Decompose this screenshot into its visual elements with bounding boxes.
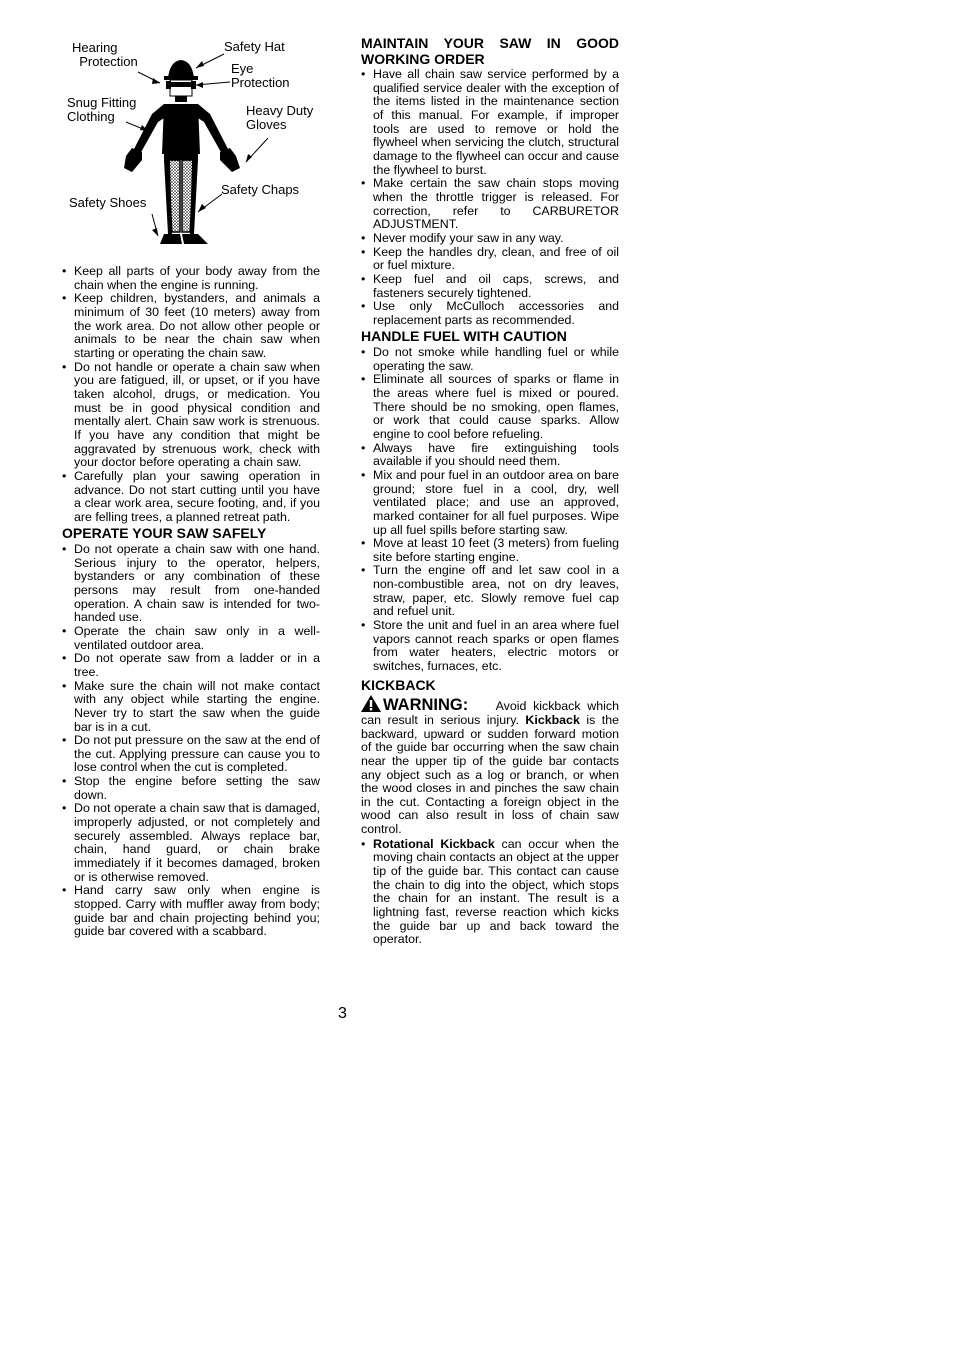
list-item: • Keep fuel and oil caps, screws, and fasteners securely tightened. [361, 273, 619, 300]
list-item [361, 838, 619, 947]
warning-label: WARNING: [383, 696, 469, 715]
rotational-kickback-text: can occur when the moving chain contacts an object at the upper tip of the guide bar. This contact can cause the chain to dig into the object, which stops the chain for an instant. The result is a lightning fast, reverse reaction which kicks the guide bar up and back toward the operator. [373, 836, 619, 947]
warning-term-kickback: Kickback [525, 712, 580, 727]
list-item: • Do not smoke while handling fuel or while operating the saw. [361, 346, 619, 373]
kickback-types-list [361, 838, 619, 947]
list-item: • Move at least 10 feet (3 meters) from fueling site before starting engine. [361, 537, 619, 564]
list-item: • Keep children, bystanders, and animals a minimum of 30 feet (10 meters) away from the work area. Do not allow other people or animals to be near the chain saw when starting or operating the chain saw. [62, 292, 320, 360]
list-item: • Hand carry saw only when engine is stopped. Carry with muffler away from body; guide bar and chain projecting behind you; guide bar covered with a scabbard. [62, 884, 320, 939]
label-heavy-duty-gloves: Heavy Duty Gloves [246, 103, 314, 132]
operate-safely-list [62, 543, 320, 939]
general-safety-list [62, 265, 320, 524]
label-safety-hat: Safety Hat [224, 39, 285, 54]
list-item: • Keep all parts of your body away from the chain when the engine is running. [62, 265, 320, 292]
warning-heading [361, 696, 476, 714]
kickback-warning [361, 695, 619, 837]
list-item: • Have all chain saw service performed by a qualified service dealer with the exception of the items listed in the maintenance section of this manual. For example, if improper tools are used to remove or hold the flywheel when servicing the clutch, structural damage to the flywheel can occur and cause the flywheel to burst. [361, 68, 619, 177]
list-item: • Do not operate a chain saw that is damaged, improperly adjusted, or not completely and securely assembled. Always replace bar, chain, hand guard, or chain brake immediately if it becomes damaged, broken or is otherwise removed. [62, 802, 320, 884]
list-item: • Mix and pour fuel in an outdoor area on bare ground; store fuel in a cool, dry, well ventilated place; and use an approved, marked container for all fuel purposes. Wipe up all fuel spills before starting saw. [361, 469, 619, 537]
list-item: • Carefully plan your sawing operation in advance. Do not start cutting until you have a clear work area, secure footing, and, if you are felling trees, a planned retreat path. [62, 470, 320, 525]
page-number: 3 [338, 1005, 347, 1022]
list-item: • Make sure the chain will not make contact with any object while starting the engine. Never try to start the saw when the guide bar is in a cut. [62, 680, 320, 735]
list-item: • Do not put pressure on the saw at the end of the cut. Applying pressure can cause you to lose control when the cut is completed. [62, 734, 320, 775]
list-item: • Do not operate saw from a ladder or in a tree. [62, 652, 320, 679]
protective-gear-figure [60, 34, 330, 254]
right-column [361, 36, 619, 947]
list-item: • Do not handle or operate a chain saw when you are fatigued, ill, or upset, or if you have taken alcohol, drugs, or medication. You must be in good physical condition and mentally alert. Chain saw work is strenuous. If you have any condition that might be aggravated by strenuous work, check with your doctor before operating a chain saw. [62, 361, 320, 470]
warning-triangle-icon [361, 695, 381, 712]
label-safety-shoes: Safety Shoes [69, 195, 147, 210]
rotational-kickback-term: Rotational Kickback [373, 836, 495, 851]
label-snug-fitting-clothing: Snug Fitting Clothing [67, 95, 137, 124]
heading-maintain-saw: MAINTAIN YOUR SAW IN GOOD WORKING ORDER [361, 35, 619, 67]
list-item: • Never modify your saw in any way. [361, 232, 619, 246]
list-item: • Make certain the saw chain stops moving when the throttle trigger is released. For correction, refer to CARBURETOR ADJUSTMENT. [361, 177, 619, 232]
list-item: • Always have fire extinguishing tools available if you should need them. [361, 442, 619, 469]
list-item: • Operate the chain saw only in a well-ventilated outdoor area. [62, 625, 320, 652]
list-item: • Use only McCulloch accessories and replacement parts as recommended. [361, 300, 619, 327]
heading-operate-safely: OPERATE YOUR SAW SAFELY [62, 525, 267, 542]
warning-text-body: is the backward, upward or sudden forward motion of the guide bar occurring when the saw chain near the upper tip of the guide bar contacts any object such as a log or branch, or when the wood closes in and pinches the saw chain in the cut. Contacting a foreign object in the wood can also result in loss of chain saw control. [361, 712, 619, 837]
heading-handle-fuel: HANDLE FUEL WITH CAUTION [361, 328, 567, 345]
warning-text-intro: Avoid kickback which can result in serious injury. [361, 699, 619, 727]
list-item: • Keep the handles dry, clean, and free of oil or fuel mixture. [361, 246, 619, 273]
label-eye-protection: Eye Protection [231, 61, 290, 90]
label-hearing-protection: Hearing Protection [72, 40, 138, 69]
list-item: • Turn the engine off and let saw cool in a non-combustible area, not on dry leaves, straw, paper, etc. Slowly remove fuel cap and refuel unit. [361, 564, 619, 619]
maintain-saw-list [361, 68, 619, 327]
handle-fuel-list [361, 346, 619, 674]
list-item: • Stop the engine before setting the saw down. [62, 775, 320, 802]
list-item: • Do not operate a chain saw with one hand. Serious injury to the operator, helpers, bystanders or any combination of these persons may result from one-handed operation. A chain saw is intended for two-handed use. [62, 543, 320, 625]
list-item: • Eliminate all sources of sparks or flame in the areas where fuel is mixed or poured. There should be no smoking, open flames, or work that could cause sparks. Allow engine to cool before refueling. [361, 373, 619, 441]
heading-kickback: KICKBACK [361, 676, 436, 693]
left-column [62, 265, 320, 939]
label-safety-chaps: Safety Chaps [221, 182, 300, 197]
list-item: • Store the unit and fuel in an area where fuel vapors cannot reach sparks or open flames from water heaters, electric motors or switches, furnaces, etc. [361, 619, 619, 674]
